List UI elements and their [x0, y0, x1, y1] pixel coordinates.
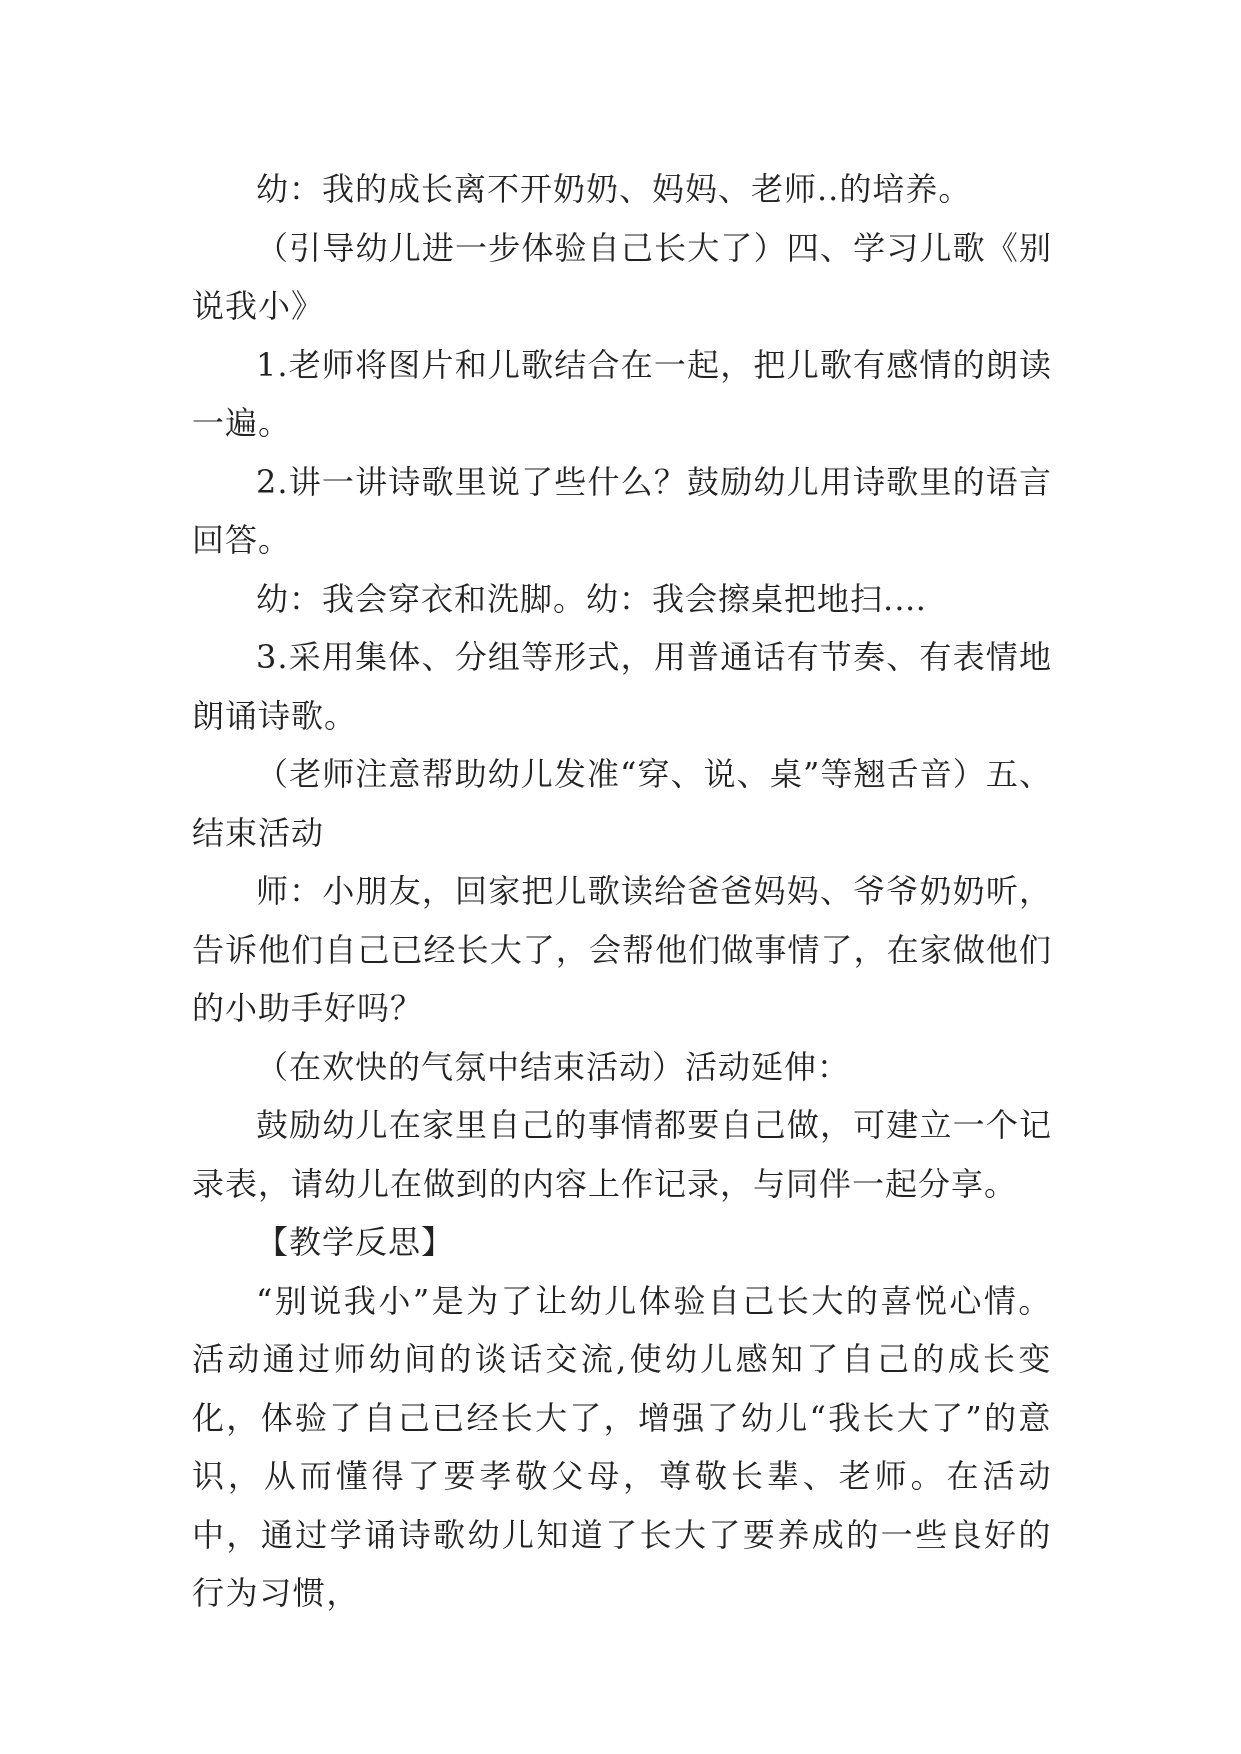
paragraph-1: 幼：我的成长离不开奶奶、妈妈、老师..的培养。 — [256, 170, 972, 208]
paragraph-4: 2.讲一讲诗歌里说了些什么？鼓励幼儿用诗歌里的语言回答。 — [192, 462, 1052, 559]
paragraph-8: 师：小朋友，回家把儿歌读给爸爸妈妈、爷爷奶奶听，告诉他们自己已经长大了，会帮他们做事情了，在家做他们的小助手好吗？ — [192, 872, 1052, 1027]
document-body — [192, 160, 1052, 1623]
paragraph-5: 幼：我会穿衣和洗脚。幼：我会擦桌把地扫.… — [256, 579, 928, 618]
section-heading-teaching-reflection: 【教学反思】 — [256, 1223, 455, 1261]
paragraph-12: “别说我小”是为了让幼儿体验自己长大的喜悦心情。活动通过师幼间的谈话交流,使幼儿感知了自己的成长变化，体验了自己已经长大了，增强了幼儿“我长大了”的意识，从而懂得了要孝敬父母，尊敬长辈、老师。在活动中，通过学诵诗歌幼儿知道了长大了要养成的一些良好的行为习惯， — [192, 1281, 1052, 1612]
paragraph-7: （老师注意帮助幼儿发准“穿、说、桌”等翘舌音）五、结束活动 — [192, 755, 1052, 852]
paragraph-2: （引导幼儿进一步体验自己长大了）四、学习儿歌《别说我小》 — [192, 228, 1052, 325]
paragraph-6: 3.采用集体、分组等形式，用普通话有节奏、有表情地朗诵诗歌。 — [192, 638, 1052, 735]
paragraph-3: 1.老师将图片和儿歌结合在一起，把儿歌有感情的朗读一遍。 — [192, 345, 1052, 442]
paragraph-10: 鼓励幼儿在家里自己的事情都要自己做，可建立一个记录表，请幼儿在做到的内容上作记录，与同伴一起分享。 — [192, 1106, 1052, 1203]
paragraph-9: （在欢快的气氛中结束活动）活动延伸： — [256, 1047, 851, 1086]
